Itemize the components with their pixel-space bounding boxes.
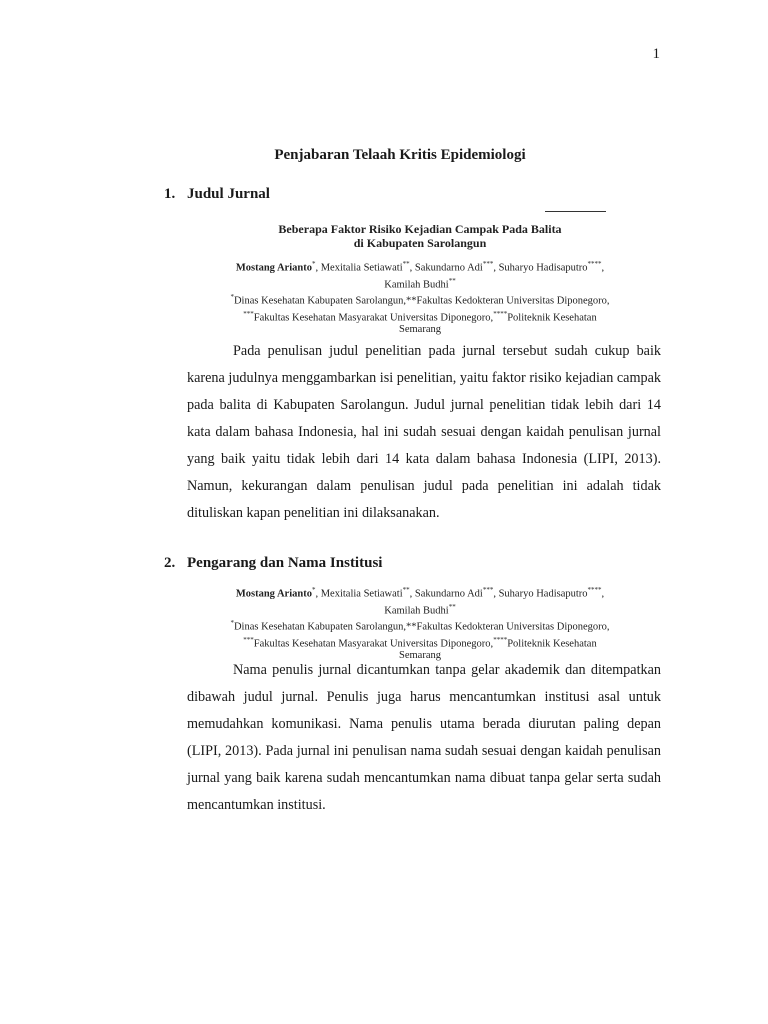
author-list: Mostang Arianto*, Mexitalia Setiawati**, Sakundarno Adi***, Suharyo Hadisaputro****, [235, 586, 605, 600]
author-marker: ** [448, 276, 456, 285]
body-paragraph: Nama penulis jurnal dicantumkan tanpa gelar akademik dan ditempatkan dibawah judul jurnal. Penulis juga harus mencantumkan institusi asal untuk memudahkan komunikasi. Nama penulis utama berada diurutan paling depan (LIPI, 2013). Pada jurnal ini penulisan nama sudah sesuai dengan kaidah penulisan jurnal yang baik karena sudah mencantumkan nama dibuat tanpa gelar serta sudah mencantumkan institusi. [187, 662, 661, 813]
section-heading-text: Pengarang dan Nama Institusi [187, 555, 383, 571]
author-marker: **** [587, 586, 602, 594]
affiliation-marker: **** [493, 309, 508, 318]
affiliation-line [210, 291, 630, 308]
author-name: Kamilah Budhi [384, 279, 449, 290]
author-marker: ** [448, 602, 456, 611]
affiliation-text: Dinas Kesehatan Kabupaten Sarolangun,**Fakultas Kedokteran Universitas Diponegoro, [233, 295, 610, 307]
section-heading-text: Judul Jurnal [187, 186, 270, 202]
affiliation-text: Fakultas Kesehatan Masyarakat Universitas Diponegoro, [253, 638, 494, 649]
affiliation-marker: *** [243, 309, 254, 318]
section-number: 2. [164, 555, 176, 571]
divider-line [545, 211, 606, 212]
author-name: , Sakundarno Adi [409, 262, 483, 274]
affiliation-text: Fakultas Kesehatan Masyarakat Universitas Diponegoro, [253, 312, 494, 323]
body-paragraph: Pada penulisan judul penelitian pada jurnal tersebut sudah cukup baik karena judulnya menggambarkan isi penelitian, yaitu faktor risiko kejadian campak pada balita di Kabupaten Sarolangun. Judul jurnal penelitian tidak lebih dari 14 kata dalam bahasa Indonesia, hal ini sudah sesuai dengan kaidah penulisan jurnal yang baik yaitu tidak lebih dari 14 kata dalam bahasa Indonesia (LIPI, 2013). Namun, kekurangan dalam penulisan judul pada penelitian ini adalah tidak dituliskan kapan penelitian ini dilaksanakan. [187, 343, 661, 521]
affiliation-marker: * [230, 293, 234, 301]
section-heading-pengarang [164, 555, 382, 572]
section-number: 1. [164, 186, 176, 202]
author-name: Mostang Arianto [235, 588, 312, 600]
author-name: , Suharyo Hadisaputro [493, 262, 588, 274]
author-marker: * [311, 586, 316, 594]
author-name: Mostang Arianto [235, 262, 312, 274]
affiliation-text: Dinas Kesehatan Kabupaten Sarolangun,**Fakultas Kedokteran Universitas Diponegoro, [233, 621, 610, 633]
author-name: , Sakundarno Adi [409, 588, 483, 600]
author-marker: ** [402, 586, 410, 594]
affiliation-line: Semarang [399, 650, 441, 661]
journal-title-line: Beberapa Faktor Risiko Kejadian Campak Pada Balita [278, 222, 562, 236]
author-marker: *** [482, 586, 494, 594]
author-list-cont [210, 601, 630, 618]
author-affiliation-excerpt [210, 584, 630, 662]
section-heading-judul-jurnal [164, 186, 270, 203]
affiliation-marker: *** [243, 635, 254, 644]
author-list-cont [210, 275, 630, 292]
affiliation-text: Politeknik Kesehatan [507, 312, 597, 323]
author-marker: **** [587, 260, 602, 268]
page-number: 1 [652, 46, 660, 62]
author-list: Mostang Arianto*, Mexitalia Setiawati**, Sakundarno Adi***, Suharyo Hadisaputro****, [235, 260, 605, 274]
affiliation-marker: **** [493, 635, 508, 644]
journal-header-excerpt [210, 222, 630, 336]
document-title: Penjabaran Telaah Kritis Epidemiologi [274, 147, 526, 163]
affiliation-line [210, 634, 630, 651]
author-name: , Suharyo Hadisaputro [493, 588, 588, 600]
journal-title-line: di Kabupaten Sarolangun [353, 236, 487, 250]
affiliation-line: Semarang [399, 324, 441, 335]
affiliation-text: Politeknik Kesehatan [507, 638, 597, 649]
author-name: Kamilah Budhi [384, 605, 449, 616]
affiliation-line [210, 308, 630, 325]
author-marker: ** [402, 260, 410, 268]
affiliation-line [210, 617, 630, 634]
affiliation-marker: * [230, 619, 234, 627]
author-marker: * [311, 260, 316, 268]
author-marker: *** [482, 260, 494, 268]
author-name: , Mexitalia Setiawati [315, 262, 403, 274]
author-name: , Mexitalia Setiawati [315, 588, 403, 600]
